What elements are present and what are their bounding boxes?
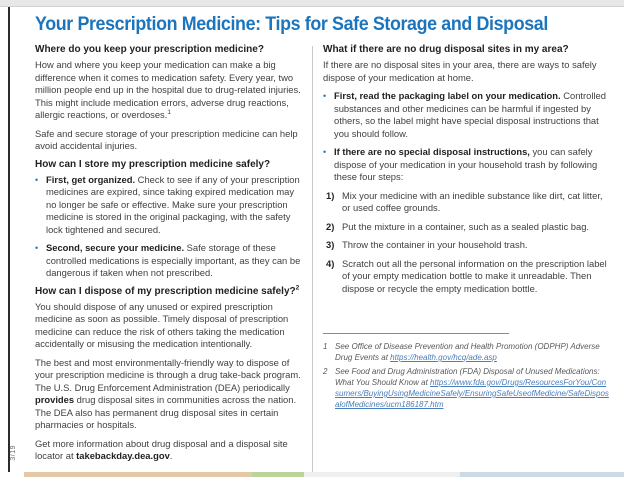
step-text: Put the mixture in a container, such as a sealed plastic bag.: [342, 220, 590, 232]
footnote-number: 1: [323, 342, 328, 351]
bullet-text: [334, 90, 609, 140]
strip-segment-white: [0, 472, 24, 477]
step-4-scratch-out-info: [323, 258, 609, 296]
paragraph-take-back-program: [35, 357, 301, 432]
paragraph-storage-importance: [35, 59, 301, 122]
step-text: Scratch out all the personal information on the prescription label of your empty medication bottle to make it unreadable. Then dispose or recycle the empty medication bottle.: [342, 257, 607, 294]
heading-where-keep-medicine: Where do you keep your prescription medicine?: [35, 44, 264, 55]
column-divider: [312, 46, 313, 474]
heading-dispose-safely: [35, 286, 301, 298]
window-top-border: [0, 0, 624, 7]
paragraph-text: How and where you keep your medication can make a big difference when it comes to medication safety. Every year, two million people end up in the hospital due to drug-related injuries. This might include medication errors, adverse drug reactions, allergic reactions, or overdoses.: [35, 59, 301, 120]
heading-store-safely: How can I store my prescription medicine safely?: [35, 158, 271, 170]
step-1-mix-medicine: [323, 190, 609, 215]
right-column: [323, 44, 609, 474]
paragraph-text: .: [169, 450, 173, 461]
step-text: Throw the container in your household trash.: [342, 239, 528, 250]
heading-no-disposal-sites: What if there are no drug disposal sites in my area?: [323, 44, 569, 55]
footnote-text: [335, 366, 609, 410]
footnote-ref-1: 1: [167, 108, 171, 116]
strip-segment-tan: [24, 472, 252, 477]
two-column-body: [35, 44, 624, 474]
bullet-text: [46, 242, 301, 280]
bullet-icon: •: [35, 243, 39, 253]
list-item-secure-medicine: [35, 242, 301, 280]
bullet-text: [334, 146, 609, 184]
strip-segment-light: [304, 472, 460, 477]
strip-segment-blue: [460, 472, 624, 477]
footnote-body: See Food and Drug Administration (FDA) Disposal of Unused Medications: What You Should Know at: [335, 367, 600, 387]
bullet-body: Controlled substances and other medicines can be harmful if ingested by others, so the label might have special disposal instructions that you should follow.: [334, 90, 606, 139]
bullet-icon: •: [323, 147, 327, 157]
list-item-read-label: [323, 90, 609, 140]
bullet-icon: •: [35, 174, 39, 185]
paragraph-text: Get more information about drug disposal and a disposal site locator at: [35, 437, 288, 461]
bullet-icon: •: [323, 91, 327, 101]
footnote-divider: [323, 333, 509, 334]
paragraph-timely-disposal: You should dispose of any unused or expired prescription medicine as soon as possible. Timely disposal of prescription medicine can reduce the risk of others taking the medication accidentally or misusing the medication intentionally.: [35, 300, 289, 349]
heading-text: How can I dispose of my prescription medicine safely?: [35, 285, 296, 297]
footnote-1: [323, 341, 609, 363]
footnote-number: 2: [323, 367, 328, 376]
bullet-lead: Second, secure your medicine.: [46, 242, 185, 253]
bullet-text: [46, 174, 301, 237]
step-3-throw-container: [323, 239, 609, 252]
bold-provides: provides: [35, 394, 75, 405]
paragraph-safe-storage: Safe and secure storage of your prescription medicine can help avoid accidental injuries.: [35, 127, 298, 151]
page-left-edge-line: [8, 7, 10, 477]
step-number: 1): [326, 189, 335, 201]
bullet-lead: First, read the packaging label on your medication.: [334, 90, 561, 101]
step-number: 2): [326, 220, 335, 232]
page-date-label: 3/19: [10, 445, 17, 461]
footnote-ref-2: 2: [295, 284, 300, 292]
bullet-lead: If there are no special disposal instructions,: [334, 146, 530, 157]
footnote-text: [335, 341, 609, 363]
footnotes-section: [323, 333, 609, 410]
bullet-body: you can safely dispose of your medication in your household trash by following these four steps:: [334, 146, 598, 182]
list-item-no-special-instructions: [323, 146, 609, 184]
takebackday-site-text: takebackday.dea.gov: [76, 450, 170, 461]
footnote-link-fda-gov[interactable]: https://www.fda.gov/Drugs/ResourcesForYou/Consumers/BuyingUsingMedicineSafely/EnsuringSafeUseofMedicine/SafeDisposalofMedicines/ucm186187.htm: [335, 378, 609, 409]
footnote-body: See Office of Disease Prevention and Health Promotion (ODPHP) Adverse Drug Events at: [335, 342, 600, 362]
step-number: 3): [326, 239, 335, 250]
bullet-body: Safe storage of these controlled medications is especially important, as they can be dangerous if taken when not prescribed.: [46, 242, 301, 278]
bullet-lead: First, get organized.: [46, 173, 136, 185]
step-2-put-in-container: [323, 221, 609, 234]
paragraph-site-locator: [35, 438, 301, 463]
cropped-image-strip: [0, 472, 624, 477]
strip-segment-green: [252, 472, 304, 477]
bullet-body: Check to see if any of your prescription medicines are expired, since taking expired medication may no longer be safe or effective. Make sure your prescription medicine is stored in the original packaging, with the safety lock tightened and secured.: [46, 173, 300, 235]
list-item-get-organized: [35, 174, 301, 237]
paragraph-text: The best and most environmentally-friendly way to dispose of your prescription medicine is through a drug take-back program. The U.S. Drug Enforcement Administration (DEA) periodically: [35, 356, 301, 393]
page-title: Your Prescription Medicine: Tips for Safe Storage and Disposal: [35, 14, 548, 35]
paragraph-text: drug disposal sites in communities across the nation. The DEA also has permanent drug disposal sites in certain pharmacies or hospitals.: [35, 394, 297, 430]
step-text: Mix your medicine with an inedible substance like dirt, cat litter, or used coffee grounds.: [342, 189, 603, 213]
left-column: [35, 44, 301, 474]
step-number: 4): [326, 257, 335, 269]
paragraph-dispose-at-home: If there are no disposal sites in your area, there are ways to safely dispose of your medication at home.: [323, 59, 597, 83]
footnote-link-health-gov[interactable]: https://health.gov/hcq/ade.asp: [390, 353, 497, 362]
footnote-2: [323, 366, 609, 410]
